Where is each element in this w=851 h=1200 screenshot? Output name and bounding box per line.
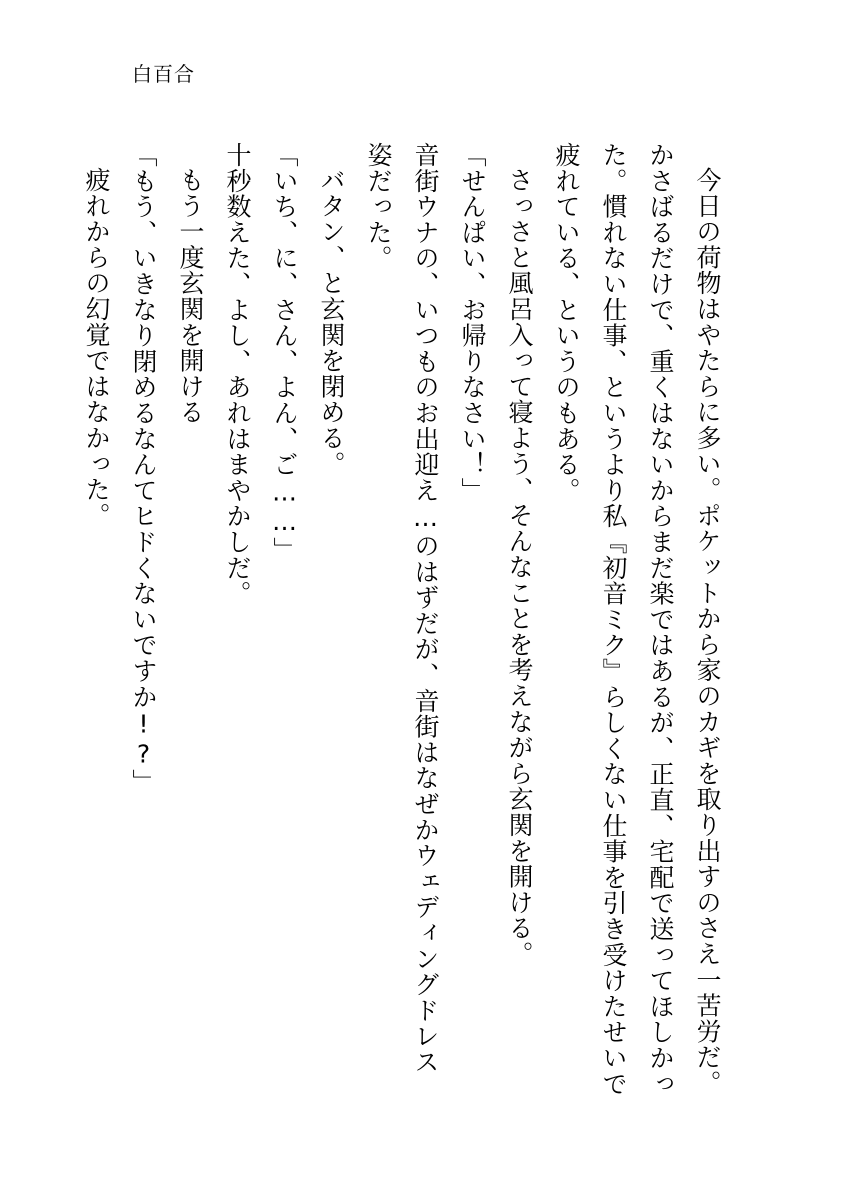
text-line: 疲れている、というのもある。 xyxy=(552,142,581,504)
vertical-text-body xyxy=(73,142,731,1102)
text-line: さっさと風呂入って寝よう、そんなことを考えながら玄関を開ける。 xyxy=(505,167,534,967)
page-title: 白百合 xyxy=(132,62,195,86)
text-line: 「せんぱい、お帰りなさい！」 xyxy=(458,142,487,504)
text-line: 音街ウナの、いつものお出迎え…のはずだが、音街はなぜかウェディングドレス xyxy=(411,142,440,1075)
text-line: 十秒数えた、よし、あれはまやかしだ。 xyxy=(223,142,252,607)
text-line: 疲れからの幻覚ではなかった。 xyxy=(82,167,111,529)
text-line: もう一度玄関を開ける xyxy=(176,167,205,425)
text-line: 「もう、いきなり閉めるなんてヒドくないですか!?」 xyxy=(129,142,158,795)
text-line: 「いち、に、さん、よん、ご……」 xyxy=(270,142,299,563)
text-line: 姿だった。 xyxy=(364,142,393,271)
text-line: た。慣れない仕事、というより私『初音ミク』らしくない仕事を引き受けたせいで xyxy=(599,142,628,1097)
text-line: 今日の荷物はやたらに多い。ポケットから家のカギを取り出すのさえ一苦労だ。 xyxy=(693,167,722,1096)
text-line: かさばるだけで、重くはないからまだ楽ではあるが、正直、宅配で送ってほしかっ xyxy=(646,142,675,1097)
text-line: バタン、と玄関を閉める。 xyxy=(317,167,346,477)
